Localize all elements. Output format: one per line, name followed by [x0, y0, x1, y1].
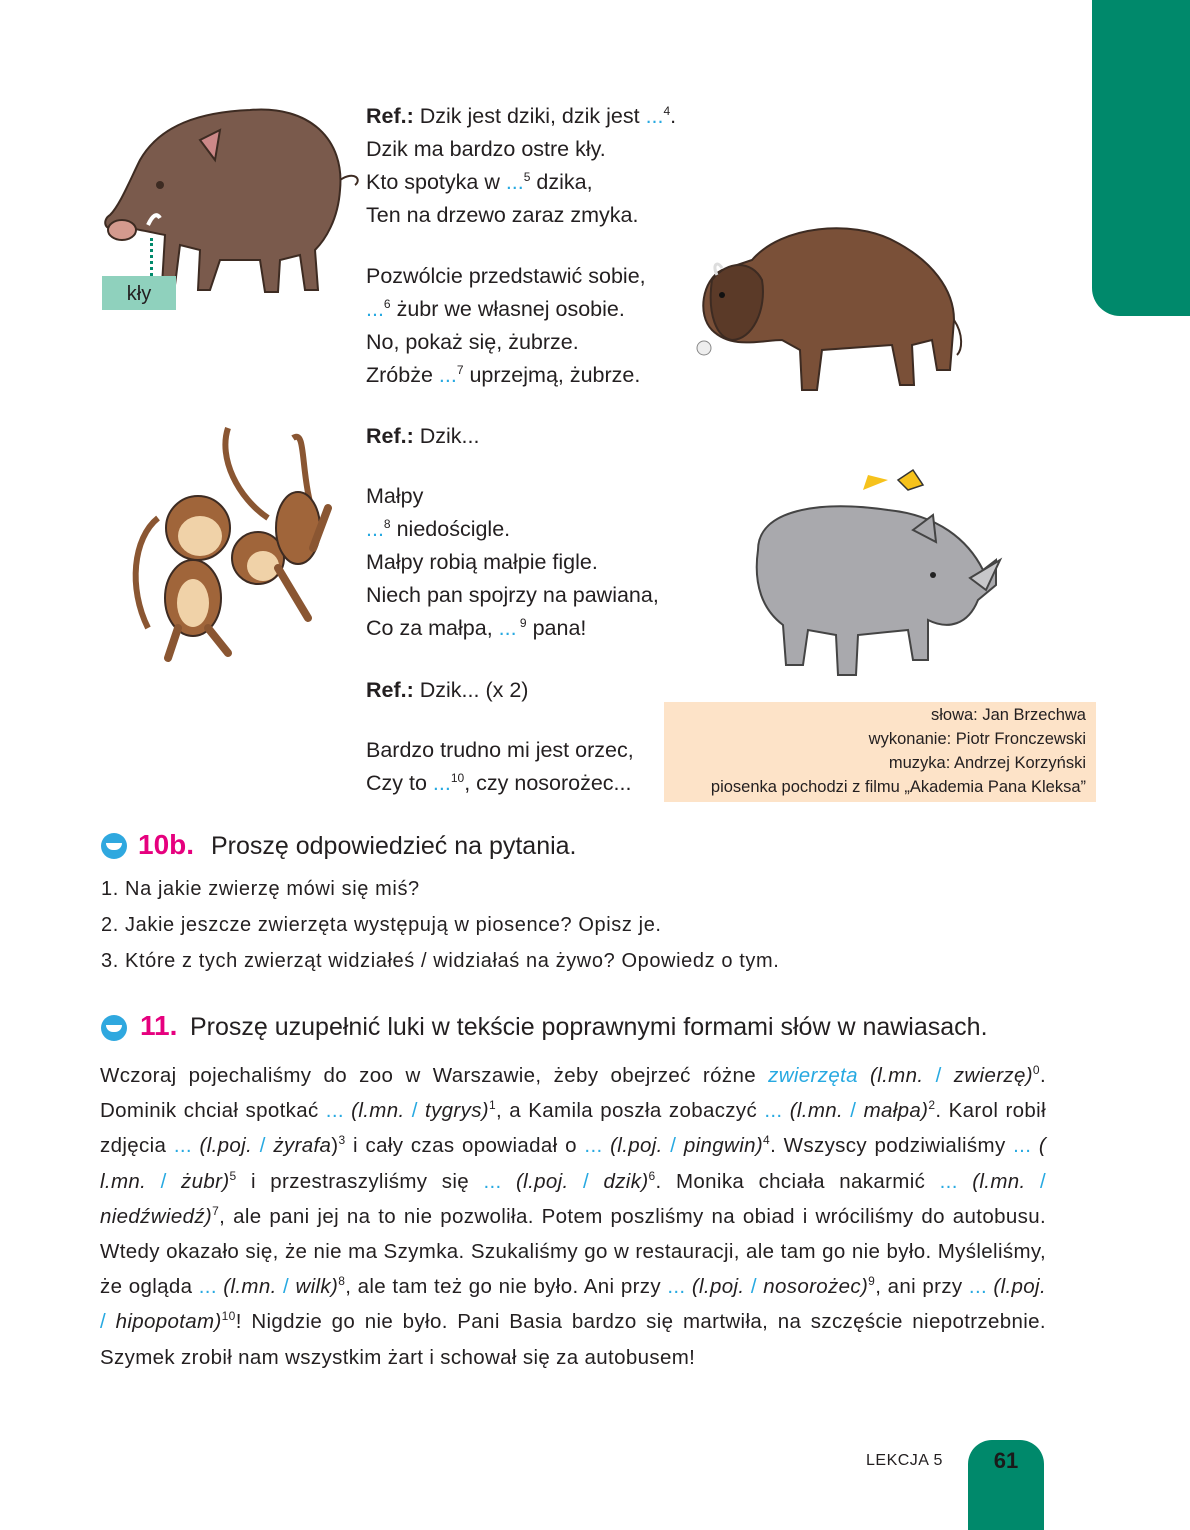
word-hint: żubr)	[166, 1169, 230, 1193]
word-hint: (l.mn.	[343, 1099, 412, 1123]
gap-number: 2	[928, 1098, 936, 1113]
poem-line	[366, 199, 676, 232]
word-hint: hipopotam)	[106, 1310, 222, 1334]
gap-number: 9	[516, 615, 527, 630]
poem-line	[366, 767, 634, 800]
gap-number: 9	[868, 1274, 876, 1289]
gap-number: 3	[338, 1133, 346, 1148]
gap-marker: /	[750, 1275, 757, 1299]
story-text: . Karol robił zdjęcia	[100, 1099, 1046, 1158]
poem-line	[366, 166, 676, 199]
gap-marker: /	[1039, 1169, 1047, 1193]
gap-marker: ...	[366, 297, 384, 321]
word-hint: (l.mn.	[957, 1169, 1040, 1193]
gap-number: 6	[383, 296, 391, 311]
gap-marker: /	[283, 1275, 290, 1299]
refrain-label: Ref.:	[366, 104, 414, 128]
gap-marker: /	[850, 1099, 857, 1123]
page-number: 61	[993, 1448, 1019, 1473]
bison-illustration	[692, 220, 972, 395]
gap-number: 8	[338, 1274, 346, 1289]
poem-text: Dzik ma bardzo ostre kły.	[366, 137, 606, 161]
poem-refrain-2: Ref.: Dzik...	[366, 424, 480, 448]
question-2: 2. Jakie jeszcze zwierzęta występują w piosence? Opisz je.	[101, 914, 662, 936]
gap-number: 7	[456, 362, 464, 377]
word-hint: (l.poj.	[602, 1134, 671, 1158]
credit-performance: wykonanie: Piotr Fronczewski	[868, 730, 1086, 748]
speaking-icon	[101, 1015, 127, 1041]
poem-text: żubr we własnej osobie.	[390, 297, 625, 321]
story-text: , a Kamila poszła zobaczyć	[496, 1099, 765, 1123]
question-3: 3. Które z tych zwierząt widziałeś / widziałaś na żywo? Opowiedz o tym.	[101, 950, 780, 972]
chapter-side-tab	[1092, 0, 1190, 316]
gap-marker: ...	[198, 1275, 217, 1299]
lesson-label: LEKCJA 5	[866, 1452, 943, 1469]
poem-refrain-3: Ref.: Dzik... (x 2)	[366, 678, 529, 702]
exercise-11-title: Proszę uzupełnić luki w tekście poprawnymi formami słów w nawiasach.	[190, 1013, 988, 1041]
gap-number: 6	[648, 1168, 656, 1183]
monkeys-illustration	[128, 418, 348, 668]
poem-text: Kto spotyka w	[366, 170, 506, 194]
poem-line	[366, 513, 659, 546]
question-1: 1. Na jakie zwierzę mówi się miś?	[101, 878, 420, 900]
poem-text: Dzik jest dziki, dzik jest	[413, 104, 646, 128]
poem-text: Bardzo trudno mi jest orzec,	[366, 738, 634, 762]
poem-text: .	[670, 104, 677, 128]
poem-text: dzika,	[530, 170, 593, 194]
exercise-10b-title: Proszę odpowiedzieć na pytania.	[211, 832, 577, 860]
poem-line	[366, 133, 676, 166]
story-text: . Wszyscy podziwialiśmy	[770, 1134, 1014, 1158]
gap-marker: ...	[498, 616, 517, 640]
gap-marker: /	[259, 1134, 266, 1158]
gap-number: 5	[229, 1168, 237, 1183]
gap-number: 10	[450, 770, 465, 785]
credit-words: słowa: Jan Brzechwa	[931, 706, 1086, 724]
gap-number: 5	[523, 169, 531, 184]
poem-text: Ten na drzewo zaraz zmyka.	[366, 203, 639, 227]
speaking-icon	[101, 833, 127, 859]
word-hint: (l.poj.	[501, 1169, 583, 1193]
gap-number: 7	[212, 1203, 220, 1218]
word-hint: (l.poj.	[987, 1275, 1047, 1299]
word-hint: (l.mn.	[857, 1064, 936, 1087]
poem-line	[366, 579, 659, 612]
word-hint: wilk)	[289, 1275, 339, 1299]
story-text: . Dominik chciał spotkać	[100, 1064, 1046, 1123]
word-hint: pingwin)	[676, 1134, 764, 1158]
poem-line	[366, 260, 646, 293]
poem-text: pana!	[526, 616, 587, 640]
gap-number: 0	[1032, 1063, 1040, 1078]
story-text: )	[331, 1134, 339, 1158]
exercise-11-number: 11.	[140, 1010, 178, 1041]
gap-marker: ...	[325, 1099, 344, 1123]
story-text: , ale pani jej na to nie pozwoliła. Potem poszliśmy na obiad i wróciliśmy do autobusu. Wtedy okazało się, że nie ma Szymka. Szukaliśmy go w restauracji, ale tam go nie było. Myśleliśmy, że ogląda	[100, 1204, 1046, 1299]
gap-marker: ...	[645, 104, 664, 128]
gap-marker: /	[670, 1134, 677, 1158]
story-text: , ani przy	[875, 1275, 969, 1299]
poem-line	[366, 612, 659, 645]
gap-marker: ...	[584, 1134, 603, 1158]
gap-marker: ...	[505, 170, 524, 194]
poem-text: Pozwólcie przedstawić sobie,	[366, 264, 646, 288]
tusk-label: kły	[102, 276, 176, 310]
example-answer: zwierzęta	[768, 1064, 858, 1087]
poem-text: Małpy robią małpie figle.	[366, 550, 598, 574]
word-hint: małpa)	[856, 1099, 929, 1123]
gap-marker: ...	[173, 1134, 192, 1158]
gap-number: 10	[221, 1309, 236, 1324]
word-hint: (l.poj.	[685, 1275, 751, 1299]
credit-music: muzyka: Andrzej Korzyński	[888, 754, 1086, 772]
gap-number: 4	[663, 103, 671, 118]
poem-text: , czy nosorożec...	[464, 771, 632, 795]
word-hint: tygrys)	[417, 1099, 489, 1123]
poem-line	[366, 480, 659, 513]
story-text: , ale tam też go nie było. Ani przy	[345, 1275, 668, 1299]
word-hint: nosorożec)	[756, 1275, 869, 1299]
poem-line	[366, 359, 646, 392]
word-hint: niedźwiedź)	[100, 1204, 213, 1228]
poem-stanza-4	[366, 734, 634, 800]
poem-line	[366, 546, 659, 579]
gap-marker: /	[160, 1169, 167, 1193]
gap-number: 8	[383, 516, 391, 531]
gap-marker: /	[935, 1064, 942, 1087]
poem-text: Małpy	[366, 484, 424, 508]
poem-stanza-2	[366, 260, 646, 392]
rhino-illustration	[738, 460, 1003, 690]
gap-marker: ...	[968, 1275, 988, 1299]
poem-text: niedościgle.	[390, 517, 511, 541]
story-text: i cały czas opowiadał o	[345, 1134, 585, 1158]
gap-marker: ...	[432, 771, 451, 795]
word-hint: (l.mn.	[782, 1099, 851, 1123]
word-hint: (l.poj.	[191, 1134, 260, 1158]
word-hint: żyrafa	[265, 1134, 332, 1158]
word-hint: zwierzę)	[941, 1064, 1033, 1087]
gap-marker: ...	[939, 1169, 958, 1193]
poem-text: uprzejmą, żubrze.	[463, 363, 641, 387]
poem-stanza-1	[366, 100, 676, 232]
gap-marker: ...	[483, 1169, 502, 1193]
poem-stanza-3	[366, 480, 659, 645]
boar-illustration	[100, 100, 365, 300]
gap-marker: ...	[438, 363, 457, 387]
poem-text: No, pokaż się, żubrze.	[366, 330, 579, 354]
gap-marker: /	[100, 1310, 107, 1334]
gap-marker: /	[583, 1169, 590, 1193]
poem-text: Zróbże	[366, 363, 439, 387]
gap-marker: ...	[366, 517, 384, 541]
word-hint: ( l.mn.	[100, 1134, 1047, 1193]
exercise-11-text	[100, 1058, 1046, 1375]
story-text: ! Nigdzie go nie było. Pani Basia bardzo się martwiła, na szczęście niepotrzebnie. Szymek zrobił nam wszystkim żart i schował się za autobusem!	[100, 1310, 1046, 1369]
gap-number: 4	[763, 1133, 771, 1148]
poem-text: Co za małpa,	[366, 616, 499, 640]
gap-marker: ...	[764, 1099, 783, 1123]
word-hint: dzik)	[589, 1169, 649, 1193]
story-text: Wczoraj pojechaliśmy do zoo w Warszawie, żeby obejrzeć różne	[100, 1064, 769, 1087]
poem-line	[366, 326, 646, 359]
tusk-pointer	[150, 238, 157, 276]
story-text: . Monika chciała nakarmić	[655, 1169, 940, 1193]
poem-line	[366, 734, 634, 767]
gap-marker: ...	[1013, 1134, 1032, 1158]
story-text: i przestraszyliśmy się	[236, 1169, 484, 1193]
credit-film: piosenka pochodzi z filmu „Akademia Pana Kleksa”	[710, 778, 1086, 796]
poem-text: Niech pan spojrzy na pawiana,	[366, 583, 659, 607]
poem-line	[366, 293, 646, 326]
song-credits-box	[664, 702, 1096, 802]
poem-text: Czy to	[366, 771, 433, 795]
poem-line	[366, 100, 676, 133]
gap-marker: /	[411, 1099, 418, 1123]
gap-number: 1	[488, 1098, 497, 1113]
gap-marker: ...	[667, 1275, 686, 1299]
word-hint: (l.mn.	[216, 1275, 284, 1299]
exercise-10b-number: 10b.	[138, 829, 195, 860]
